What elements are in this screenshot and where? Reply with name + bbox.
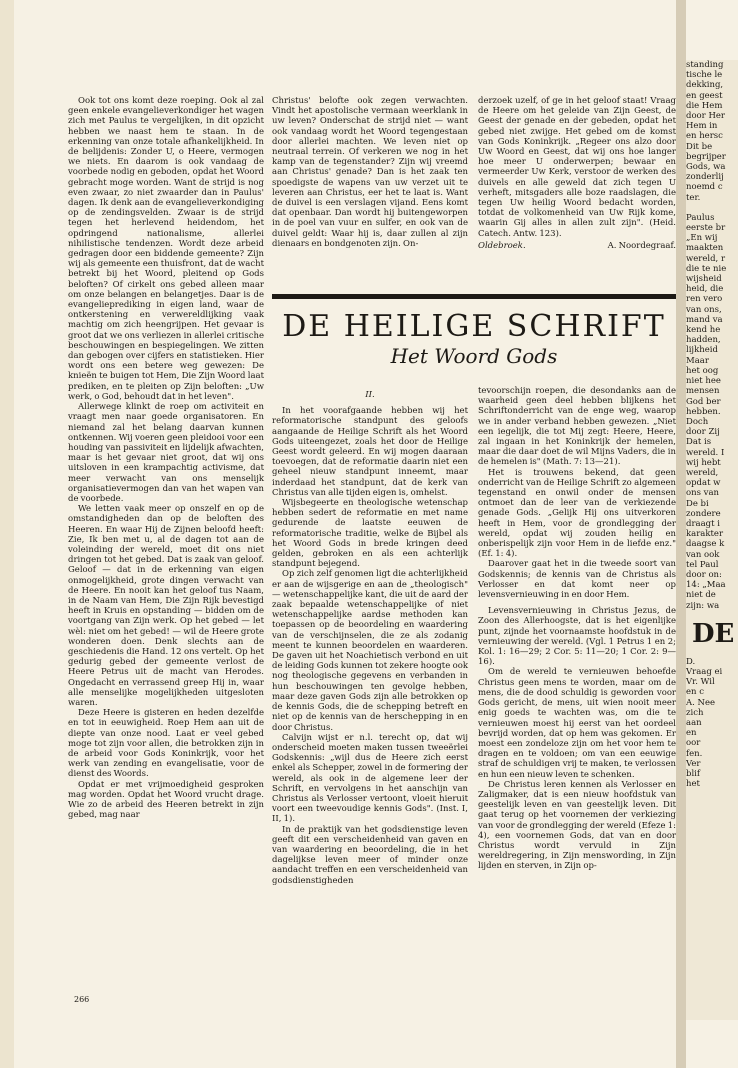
right-line: noemd c [686, 182, 723, 193]
right-line: en hersc [686, 131, 723, 142]
signature [478, 241, 676, 251]
right-line: niet de [686, 590, 716, 601]
right-line: door Zij [686, 427, 720, 438]
right-line: Dat is [686, 437, 712, 448]
right-line: niet hee [686, 376, 721, 387]
right-line: wereld, [686, 467, 719, 478]
right-line: en c [686, 687, 704, 698]
right-line: Gods, wa [686, 162, 726, 173]
right-line: Vr. Wil [686, 677, 715, 688]
paragraph: In het voorafgaande hebben wij het reformatorische standpunt des geloofs aangaande de Heilige Schrift als het Woord Gods uiteengezet, zoals het door de Heilige Geest wordt geleerd. En wij mogen daaraan toevoegen, dat de reformatie daarin niet een geheel nieuw standpunt inneemt, maar inderdaad het standpunt, dat de kerk van Christus van alle tijden eigen is, omhelst. [272, 406, 468, 498]
right-line: zonderlij [686, 172, 724, 183]
right-line: ter. [686, 192, 701, 203]
paragraph: Het is trouwens bekend, dat geen onderricht van de Heilige Schrift zo algemeen tegenstand en onwil onder de mensen ontmoet dan de leer van de verkiezende genade Gods. „Gelijk Hij ons uitverkoren heeft in Hem, voor de grondlegging der wereld, opdat wij zouden heilig en onberispelijk zijn voor Hem in de liefde enz." (Ef. 1: 4). [478, 467, 676, 560]
signature-place: Oldebroek. [478, 240, 526, 251]
right-line: ons van [686, 488, 719, 499]
right-line: wereld. I [686, 447, 725, 458]
signature-author: A. Noordegraaf. [607, 240, 676, 251]
article-subtitle: Het Woord Gods [390, 344, 558, 368]
paragraph: Opdat er met vrijmoedigheid gesproken mag worden. Opdat het Woord vrucht drage. Wie zo de arbeid des Heeren betrekt in zijn gebed, mag naar [68, 779, 264, 821]
article-title: DE HEILIGE SCHRIFT [282, 309, 666, 344]
right-line: maakten [686, 243, 724, 254]
right-page-fragment [686, 60, 738, 1020]
right-line: mensen [686, 386, 720, 397]
paragraph: derzoek uzelf, of ge in het geloof staat! Vraag de Heere om het geleide van Zijn Geest, de Geest der genade en der gebeden, opdat het gebed niet zwijge. Het gebed om de komst van Gods Koninkrijk. „Regeer ons alzo door Uw Woord en Geest, dat wij ons hoe langer hoe meer U onderwerpen; bewaar en vermeerder Uw Kerk, verstoor de werken des duivels en alle geweld dat zich tegen U verheft, mitsgaders alle boze raadslagen, die tegen Uw heilig Woord bedacht worden, totdat de volkomenheid van Uw Rijk kome, waarin Gij alles in allen zult zijn". (Heid. Catech. Antw. 123). [478, 96, 676, 239]
article1-column2 [272, 96, 468, 249]
right-line: lijkheid [686, 345, 718, 356]
page-edge [0, 0, 14, 1068]
paragraph: Op zich zelf genomen ligt die achterlijkheid er aan de wijsgerige en aan de „theologisch" — wetenschappelijke kant, die uit de aard der zaak bepaalde wetenschappelijke of niet wetenschappelijke aardse methoden kan toepassen op de beoordeling en waardering van de verschijnselen, die ze als zodanig meent te kunnen beoordelen en waarderen. De gaven uit het Noachietisch verbond en uit de leiding Gods kunnen tot zekere hoogte ook nog theologische gegevens en verbanden in hun beschouwingen ten gevolge hebben, maar deze gaven Gods zijn alle betrokken op de kennis Gods, die de schepping betreft en niet op de kennis van de herschepping in en door Christus. [272, 569, 468, 733]
right-line: blif [686, 769, 701, 779]
right-line: opdat w [686, 478, 721, 489]
article1-column1 [68, 96, 264, 820]
paragraph: tevoorschijn roepen, die desondanks aan de waarheid geen deel hebben blijkens het Schriftonderricht van de enge weg, waarop we in ander verband hebben gewezen. „Niet een iegelijk, die tot Mij zegt: Heere, Heere, zal ingaan in het Koninkrijk der hemelen, maar die daar doet de wil Mijns Vaders, die in de hemelen is" (Math. 7: 13—21). [478, 386, 676, 468]
right-line: het oog [686, 365, 719, 376]
right-line: die te nie [686, 263, 727, 274]
paragraph: Ook tot ons komt deze roeping. Ook al zal geen enkele evangelieverkondiger het wagen zich met Paulus te vergelijken, in dit opzicht hebben we naast hem te staan. In de erkenning van onze totale afhankelijkheid. In de belijdenis: Zonder U, o Heere, vermogen we niets. En daarom is ook vandaag de voorbede nodig en geboden, opdat het Woord gebracht moge worden. Want de strijd is nog even zwaar, zo niet zwaarder dan in Paulus' dagen. Ik denk aan de evangelieverkondiging op de zendingsvelden. Zwaar is de strijd tegen het herlevend heidendom, het opdringend nationalisme, allerlei nihilistische tendenzen. Wordt deze arbeid gedragen door een biddende gemeente? Zijn wij als gemeente een thuisfront, dat de wacht betrekt bij het Woord, pleitend op Gods beloften? Of cirkelt ons gebed alleen maar om onze belangen en belangetjes. Daar is de evangelieprediking in eigen land, waar de ontkerstening en verwereldlijking vaak machtig om zich heengrijpen. Het gevaar is groot dat we ons verliezen in allerlei critische beschouwingen en bespiegelingen. We zitten dan gebogen over cijfers en statistieken. Hier wordt ons een betere weg gewezen: De knieën te buigen tot Hem, Die Zijn Woord laat prediken, en te pleiten op Zijn beloften: „Uw werk, o God, behoudt dat in het leven". [68, 96, 264, 402]
right-line: karakter [686, 529, 724, 540]
right-line: D. [686, 656, 696, 667]
right-line: A. Nee [686, 697, 716, 708]
page-number: 266 [74, 995, 90, 1004]
right-line: zijn: wa [686, 600, 720, 611]
right-line: God ber [686, 396, 721, 407]
right-line: die Hem [686, 100, 723, 111]
paragraph: In de praktijk van het godsdienstige leven geeft dit een verscheidenheid van gaven en van waardering en beoordeling, die in het dagelijkse leven meer of minder onze aandacht treffen en een verscheidenheid van godsdienstigheden [272, 824, 468, 886]
right-line: Doch [686, 416, 709, 427]
right-line: eerste br [686, 223, 726, 234]
right-line: van ook [686, 549, 720, 560]
right-line: en geest [686, 90, 723, 101]
paragraph: Calvijn wijst er n.l. terecht op, dat wij onderscheid moeten maken tussen tweeërlei Godskennis: „wijl dus de Heere zich eerst enkel als Schepper, zowel in de formering der wereld, als ook in de algemene leer der Schrift, en vervolgens in het aanschijn van Christus als Verlosser vertoont, vloeit hieruit voort een tweevoudige kennis Gods". (Inst. I, II, 1). [272, 732, 468, 825]
right-line: Hem in [686, 121, 718, 132]
right-heading: DE [692, 618, 735, 649]
right-line: wijsheid [686, 274, 722, 285]
paragraph: Deze Heere is gisteren en heden dezelfde en tot in eeuwigheid. Roep Hem aan uit de diepte van onze nood. Laat er veel gebed moge tot zijn voor allen, die betrokken zijn in de arbeid voor Gods Koninkrijk, voor het werk van zending en evangelisatie, voor de dienst des Woords. [68, 708, 264, 780]
section-number: II. [365, 390, 375, 400]
right-line: en [686, 728, 697, 739]
right-line: wij hebt [686, 457, 721, 468]
right-line: zich [686, 707, 704, 718]
book-gutter [676, 0, 686, 1068]
right-line: daagse k [686, 539, 725, 550]
right-line: van ons, [686, 304, 722, 315]
right-line: Ver [686, 758, 701, 769]
right-line: door on: [686, 569, 722, 580]
right-text-block-1 [686, 60, 738, 203]
right-line: 14: „Maa [686, 580, 726, 591]
right-line: tische le [686, 70, 723, 81]
right-text-block-3 [686, 657, 738, 790]
right-line: begrijper [686, 151, 726, 162]
article2-column2 [478, 386, 676, 872]
right-line: zondere [686, 508, 721, 519]
right-line: De bi [686, 498, 709, 509]
right-line: wereld, r [686, 253, 726, 264]
article2-column1 [272, 386, 468, 886]
right-line: tel Paul [686, 559, 719, 570]
paragraph: Daarover gaat het in die tweede soort van Godskennis; de kennis van de Christus als Verlosser en dat komt neer op levensvernieuwing in en door Hem. [478, 559, 676, 601]
right-line: standing [686, 60, 724, 70]
paragraph: We letten vaak meer op onszelf en op de omstandigheden dan op de beloften des Heeren. En waar Hij de Zijnen beloofd heeft: Zie, Ik ben met u, al de dagen tot aan de voleinding der wereld, moet dit ons niet dringen tot het gebed. Dat is zaak van geloof. Geloof — dat in de erkenning van eigen onmogelijkheid, grote dingen verwacht van de Heere. En nooit kan het geloof tus Naam, in de Naam van Hem, Die Zijn Rijk bevestigd heeft in Kruis en opstanding — bidden om de voortgang van Zijn werk. Op het gebed — let wèl: niet om het gebed! — wil de Heere grote wonderen doen. Denk slechts aan de geschiedenis die Hand. 12 ons vertelt. Op het gedurig gebed der gemeente verlost de Heere Petrus uit de macht van Herodes. Ongedacht en verrassend greep Hij in, waar alle menselijke mogelijkheden uitgesloten waren. [68, 504, 264, 708]
paragraph: De Christus leren kennen als Verlosser en Zaligmaker, dat is een nieuw hoofdstuk van geestelijk leven en van geestelijk leven. Dit gaat terug op het voornemen der verkiezing van voor de grondlegging der wereld (Efeze 1: 4), een voornemen Gods, dat van en door Christus wordt vervuld in Zijn wereldregering, in Zijn menswording, in Zijn lijden en sterven, in Zijn op- [478, 779, 676, 872]
right-line: dekking, [686, 80, 724, 91]
right-line: door Her [686, 111, 725, 122]
article-divider [272, 294, 676, 299]
right-line: mand va [686, 314, 723, 325]
right-line: fen. [686, 748, 703, 759]
right-text-block-2 [686, 213, 738, 611]
right-line: aan [686, 717, 702, 728]
paragraph: Levensvernieuwing in Christus Jezus, de Zoon des Allerhoogste, dat is het eigenlijke punt, zijnde het voornaamste hoofdstuk in de vernieuwing der wereld. (Vgl. 1 Petrus 1 en 2; Kol. 1: 16—29; 2 Cor. 5: 11—20; 1 Cor. 2: 9—16). [478, 606, 676, 668]
paragraph: Allerwege klinkt de roep om activiteit en vraagt men naar goede organisatoren. En niemand zal het belang daarvan kunnen ontkennen. Wij voeren geen pleidooi voor een houding van passiviteit en lijdelijk afwachten, maar is het gevaar niet groot, dat wij ons uitsloven in een krampachtig activisme, dat meer verwacht van ons menselijk organisatievermogen dan van het wapen van de voorbede. [68, 402, 264, 504]
right-line: oor [686, 738, 701, 749]
right-line: Vraag ei [686, 666, 723, 677]
right-line: Maar [686, 355, 709, 366]
paragraph: Om de wereld te vernieuwen behoefde Christus geen mens te worden, maar om de mens, die de dood schuldig is geworden voor Gods gericht, de mens, uit wien nooit meer enig goeds te wachten was, om die te vernieuwen moest hij eerst van het oordeel bevrijd worden, dat op hem was gekomen. Er moest een zondeloze zijn om het voor hem te dragen en te voldoen; om van een eeuwige straf de schuldigen vrij te maken, te verlossen en hun een nieuw leven te schenken. [478, 667, 676, 780]
paragraph: Christus' belofte ook zegen verwachten. Vindt het apostolische vermaan weerklank in uw leven? Onderschat de strijd niet — want ook vandaag wordt het Woord tegengestaan door allerlei machten. We leven niet op neutraal terrein. Of verkeren we nog in het kamp van de tegenstander? Zijn wij vreemd aan Christus' genade? Dan is het zaak ten spoedigste de wapens van uw verzet uit te leveren aan Christus, eer het te laat is. Want de duivel is een verslagen vijand. Eens komt dat openbaar. Dan wordt hij buitengeworpen in de poel van vuur en sulfer, en ook van de duivel geldt: Waar hij is, daar zullen al zijn dienaars en bondgenoten zijn. On- [272, 96, 468, 249]
right-line: hebben. [686, 406, 721, 417]
right-line: draagt i [686, 518, 720, 529]
page-266 [68, 96, 676, 1016]
right-line: hadden, [686, 335, 721, 346]
right-line: het [686, 779, 700, 790]
right-line: Paulus [686, 212, 715, 223]
paragraph: Wijsbegeerte en theologische wetenschap hebben sedert de reformatie en met name gedurende de laatste eeuwen de reformatorische traditie, welke de Bijbel als het Woord Gods in brede kringen deed gelden, gebroken en als een achterlijk standpunt bejegend. [272, 498, 468, 570]
right-line: heid, die [686, 284, 724, 295]
article1-column3 [478, 96, 676, 251]
right-line: „En wij [686, 233, 718, 244]
right-line: ren vero [686, 294, 723, 305]
right-line: Dit be [686, 141, 713, 152]
right-line: kend he [686, 325, 721, 336]
